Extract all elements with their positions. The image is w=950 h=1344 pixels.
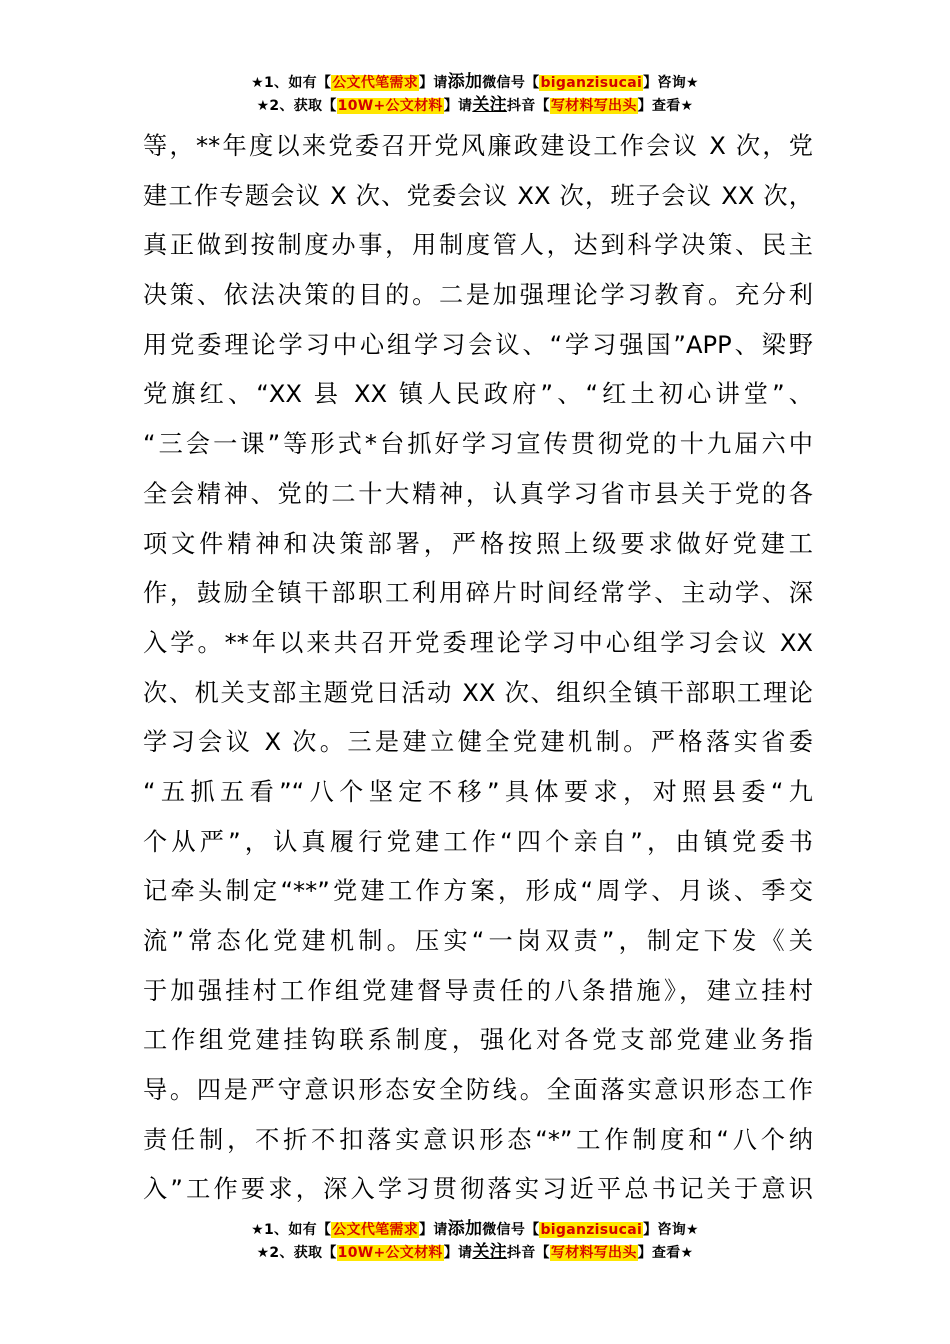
body-text-line: 记牵头制定“**”党建工作方案，形成“周学、月谈、季交 [143,877,813,906]
banner-1-highlight-wechat: biganzisucai [540,75,643,91]
banner-1-mid: 】请 [419,75,448,91]
banner-line-1 [0,71,950,94]
body-text-line: 等，**年度以来党委召开党风廉政建设工作会议 X 次，党 [143,132,813,160]
footer-1-mid: 】请 [419,1222,448,1238]
footer-2-highlight-materials: 10W+公文材料 [337,1245,443,1261]
body-text-line: 真正做到按制度办事，用制度管人，达到科学决策、民主 [143,231,813,260]
footer-banner-line-1 [0,1218,950,1241]
footer-2-emphasis: 关注 [472,1242,507,1262]
footer-2-suffix: 】查看★ [637,1245,694,1261]
body-text-line: 个从严”，认真履行党建工作“四个亲自”，由镇党委书 [143,827,813,856]
body-text-line: 用党委理论学习中心组学习会议、“学习强国”APP、梁野 [143,330,813,359]
banner-line-2 [0,94,950,117]
footer-1-highlight-wechat: biganzisucai [540,1222,643,1238]
header-banner [0,71,950,117]
body-text-line: 责任制，不折不扣落实意识形态“*”工作制度和“八个纳 [143,1125,813,1154]
document-body [143,122,813,1215]
body-text-line: 建工作专题会议 X 次、党委会议 XX 次，班子会议 XX 次， [143,181,813,210]
banner-2-prefix: ★2、获取【 [256,98,337,114]
body-text-line: 项文件精神和决策部署，严格按照上级要求做好党建工 [143,529,813,558]
body-text-line: 学习会议 X 次。三是建立健全党建机制。严格落实省委 [143,728,813,757]
body-text-line: 入学。**年以来共召开党委理论学习中心组学习会议 XX [143,628,813,657]
banner-2-highlight-douyin: 写材料写出头 [550,98,637,114]
banner-2-emphasis: 关注 [472,95,507,115]
body-text-line: 次、机关支部主题党日活动 XX 次、组织全镇干部职工理论 [143,678,813,707]
body-text-line: “三会一课”等形式*台抓好学习宣传贯彻党的十九届六中 [143,430,813,459]
body-text-line: 于加强挂村工作组党建督导责任的八条措施》，建立挂村 [143,976,813,1005]
footer-2-mid: 】请 [443,1245,473,1261]
body-text-line: 决策、依法决策的目的。二是加强理论学习教育。充分利 [143,281,813,310]
body-text-line: 流”常态化党建机制。压实“一岗双责”，制定下发《关 [143,927,813,955]
footer-1-prefix: ★1、如有【 [251,1222,332,1238]
footer-1-emphasis: 添加 [447,1219,483,1239]
banner-2-mid: 】请 [443,98,473,114]
banner-1-suffix: 】咨询★ [643,75,699,91]
footer-2-prefix: ★2、获取【 [256,1245,337,1261]
footer-1-mid2: 微信号【 [482,1222,540,1238]
banner-2-suffix: 】查看★ [637,98,694,114]
footer-1-suffix: 】咨询★ [643,1222,699,1238]
footer-2-mid2: 抖音【 [506,1245,550,1261]
banner-2-mid2: 抖音【 [506,98,550,114]
body-text-line: 入”工作要求，深入学习贯彻落实习近平总书记关于意识 [143,1175,813,1204]
footer-1-highlight-service: 公文代笔需求 [332,1222,419,1238]
body-text-line: 导。四是严守意识形态安全防线。全面落实意识形态工作 [143,1076,813,1105]
footer-banner-line-2 [0,1241,950,1264]
footer-2-highlight-douyin: 写材料写出头 [550,1245,637,1261]
banner-1-highlight-service: 公文代笔需求 [332,75,419,91]
banner-2-highlight-materials: 10W+公文材料 [337,98,443,114]
body-text-line: 全会精神、党的二十大精神，认真学习省市县关于党的各 [143,479,813,508]
banner-1-prefix: ★1、如有【 [251,75,332,91]
body-text-line: “五抓五看”“八个坚定不移”具体要求，对照县委“九 [143,777,813,806]
body-text-line: 党旗红、“XX 县 XX 镇人民政府”、“红土初心讲堂”、 [143,380,813,409]
banner-1-mid2: 微信号【 [482,75,540,91]
banner-1-emphasis: 添加 [447,72,483,92]
body-text-line: 作，鼓励全镇干部职工利用碎片时间经常学、主动学、深 [143,579,813,608]
body-text-line: 工作组党建挂钩联系制度，强化对各党支部党建业务指 [143,1026,813,1055]
footer-banner [0,1218,950,1264]
